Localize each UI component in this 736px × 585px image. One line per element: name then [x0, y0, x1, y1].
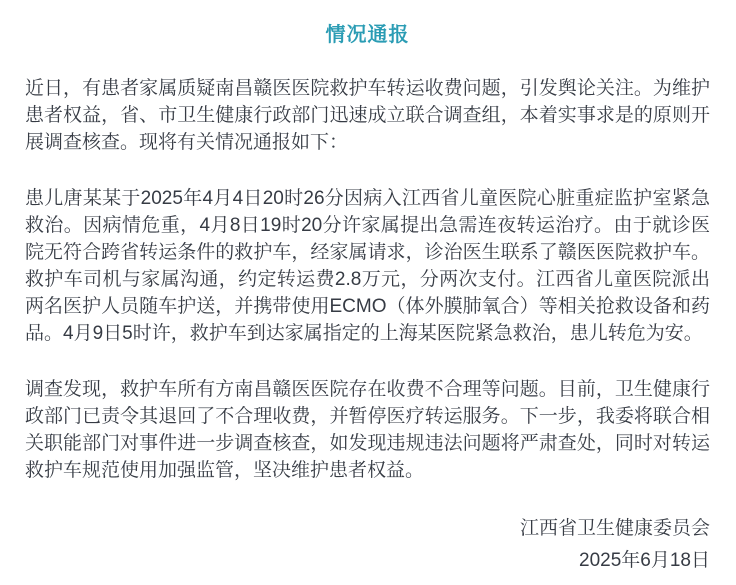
notice-body: [25, 75, 710, 484]
signature-date: 2025年6月18日: [579, 550, 710, 571]
signature-organization: 江西省卫生健康委员会: [519, 518, 710, 539]
signature-block: [25, 513, 710, 577]
notice-paragraph-intro: 近日，有患者家属质疑南昌赣医医院救护车转运收费问题，引发舆论关注。为维护患者权益，省、市卫生健康行政部门迅速成立联合调查组，本着实事求是的原则开展调查核查。现将有关情况通报如下：: [25, 78, 710, 153]
notice-title: 情况通报: [325, 24, 410, 46]
notice-paragraph-investigation-findings: 调查发现，救护车所有方南昌赣医医院存在收费不合理等问题。目前，卫生健康行政部门已责令其退回了不合理收费，并暂停医疗转运服务。下一步，我委将联合相关职能部门对事件进一步调查核查，如发现违规违法问题将严肃查处，同时对转运救护车规范使用加强监管，坚决维护患者权益。: [25, 379, 710, 481]
notice-paragraph-incident-details: 患儿唐某某于2025年4月4日20时26分因病入江西省儿童医院心脏重症监护室紧急救治。因病情危重，4月8日19时20分许家属提出急需连夜转运治疗。由于就诊医院无符合跨省转运条件的救护车，经家属请求，诊治医生联系了赣医医院救护车。救护车司机与家属沟通，约定转运费2.8万元，分两次支付。江西省儿童医院派出两名医护人员随车护送，并携带使用ECMO（体外膜肺氧合）等相关抢救设备和药品。4月9日5时许，救护车到达家属指定的上海某医院紧急救治，患儿转危为安。: [25, 188, 710, 344]
